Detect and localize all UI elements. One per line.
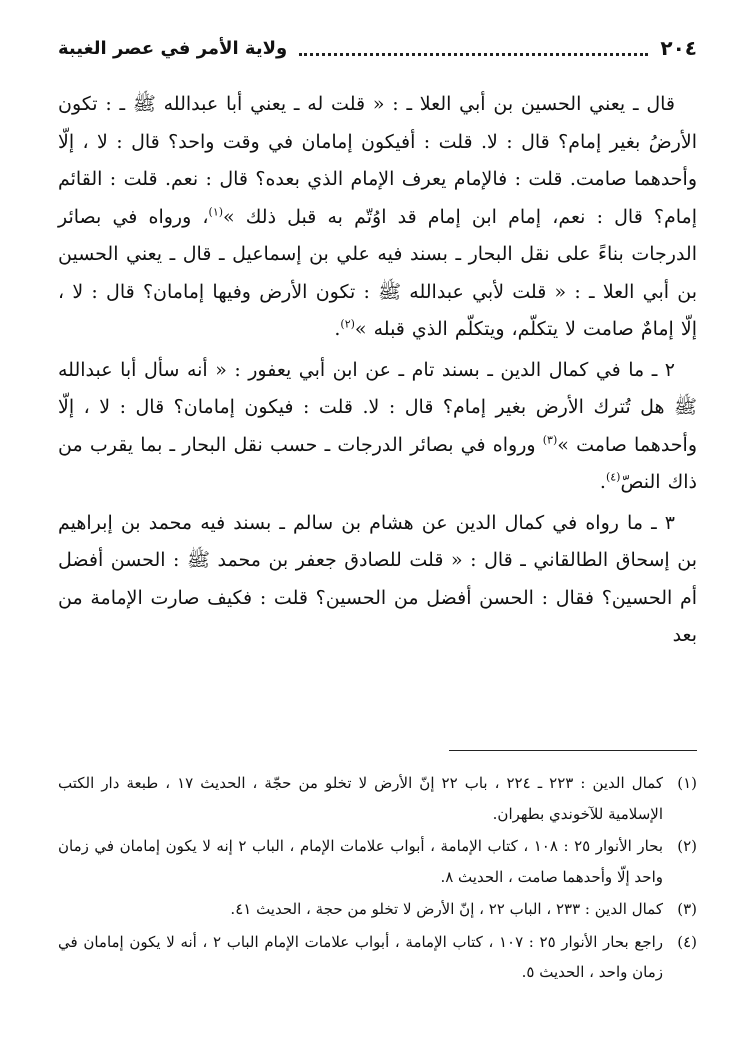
dot-leader — [299, 53, 648, 56]
paragraph-1-text-b: ، ورواه في بصائر الدرجات بناءً على نقل البحار ـ بسند فيه علي بن إسماعيل ـ قال ـ يعني الحسين بن أبي العلا ـ : « قلت لأبي عبدالله ﷺ : تكون الأرض وفيها إمامان؟ قال : لا ، إلّا إمامٌ صامت لا يتكلّم، ويتكلّم الذي قبله » — [58, 205, 697, 340]
paragraph-1 — [58, 86, 697, 349]
paragraph-2-text-a: ٢ ـ ما في كمال الدين ـ بسند تام ـ عن ابن أبي يعفور : « أنه سأل أبا عبدالله ﷺ هل تُترك الأرض بغير إمام؟ قال : لا. قلت : فيكون إمامان؟ قال : لا ، إلّا وأحدهما صامت » — [58, 358, 698, 456]
footnote-ref-4: (٤) — [605, 470, 621, 484]
footnote-text: بحار الأنوار ٢٥ : ١٠٨ ، كتاب الإمامة ، أبواب علامات الإمام ، الباب ٢ إنه لا يكون إمامان في زمان واحد إلّا وأحدهما صامت ، الحديث ٨. — [58, 837, 664, 886]
paragraph-1-text-c: . — [334, 318, 341, 340]
footnote-number: (٣) — [677, 900, 697, 918]
paragraph-1-text-a: قال ـ يعني الحسين بن أبي العلا ـ : « قلت له ـ يعني أبا عبدالله ﷺ ـ : تكون الأرضُ بغير إمام؟ قال : لا. قلت : أفيكون إمامان في وقت واحد؟ قال : لا ، إلّا وأحدهما صامت. قلت : فالإمام يعرف الإمام الذي بعده؟ قال : نعم. قلت : القائم إمام؟ قال : نعم، إمام ابن إمام قد اوُتّم به قبل ذلك » — [58, 93, 697, 228]
paragraph-3-text: ٣ ـ ما رواه في كمال الدين عن هشام بن سالم ـ بسند فيه محمد بن إبراهيم بن إسحاق الطالقاني ـ قال : « قلت للصادق جعفر بن محمد ﷺ : الحسن أفضل أم الحسين؟ فقال : الحسن أفضل من الحسين؟ قلت : فكيف صارت الإمامة من بعد — [58, 511, 697, 646]
footnote-number: (٤) — [677, 932, 697, 951]
footnote — [58, 831, 697, 892]
footnote-text: كمال الدين : ٢٢٣ ـ ٢٢٤ ، باب ٢٢ إنّ الأرض لا تخلو من حجّة ، الحديث ١٧ ، طبعة دار الكتب الإسلامية للآخوندي بطهران. — [58, 774, 663, 823]
footnote-ref-3: (٣) — [542, 433, 558, 447]
footnote — [58, 768, 697, 829]
paragraph-2-text-b: ورواه في بصائر الدرجات ـ حسب نقل البحار ـ بما يقرب من ذاك النصّ — [58, 433, 697, 493]
footnote — [58, 894, 697, 925]
footnote-ref-2: (٢) — [340, 317, 355, 331]
paragraph-2 — [58, 352, 697, 502]
footnotes — [58, 768, 697, 990]
running-title: ولاية الأمر في عصر الغيبة — [58, 37, 288, 59]
footnote — [58, 927, 697, 988]
footnote-separator — [449, 750, 697, 751]
paragraph-2-text-c: . — [599, 471, 606, 493]
paragraph-3 — [58, 505, 697, 655]
footnote-text: كمال الدين : ٢٣٣ ، الباب ٢٢ ، إنّ الأرض لا تخلو من حجة ، الحديث ٤١. — [230, 900, 663, 918]
footnote-text: راجع بحار الأنوار ٢٥ : ١٠٧ ، كتاب الإمامة ، أبواب علامات الإمام الباب ٢ ، أنه لا يكون إمامان في زمان واحد ، الحديث ٥. — [58, 932, 664, 981]
page-number: ٢٠٤ — [660, 36, 697, 60]
footnote-number: (١) — [677, 774, 697, 792]
footnote-number: (٢) — [677, 837, 697, 855]
page-header — [58, 30, 697, 66]
main-text — [58, 86, 697, 658]
footnote-ref-1: (١) — [208, 205, 224, 219]
